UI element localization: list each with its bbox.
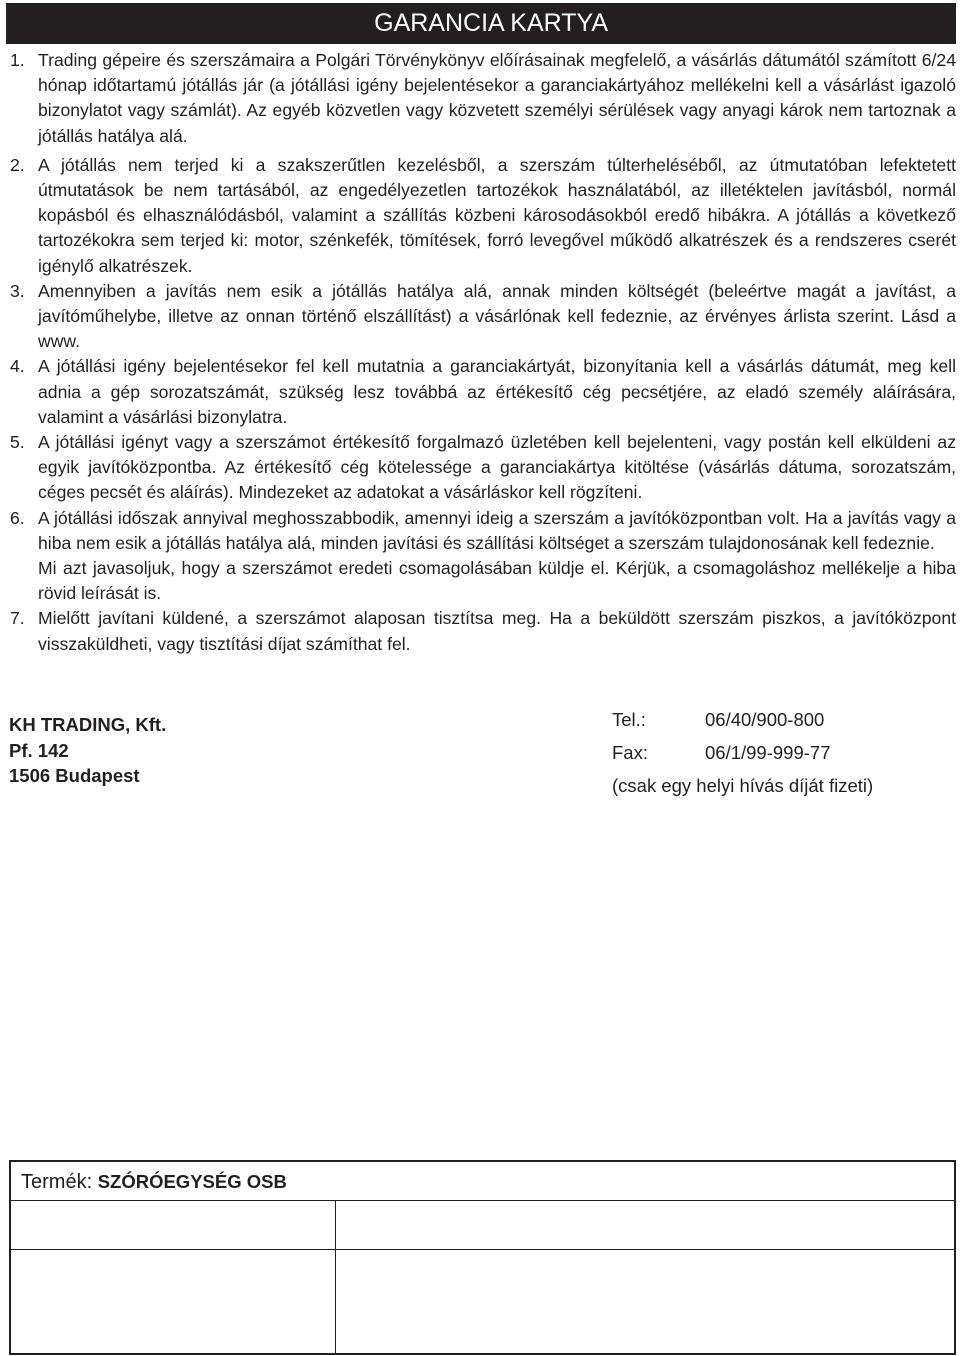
company-name: KH TRADING, Kft. — [9, 714, 167, 735]
warranty-term — [10, 153, 956, 279]
tel-label: Tel.: — [612, 709, 646, 730]
term-number: 2. — [10, 154, 25, 175]
form-divider — [11, 1249, 954, 1250]
term-number: 3. — [10, 280, 25, 301]
term-number: 4. — [10, 356, 25, 377]
term-text: Mielőtt javítani küldené, a szerszámot alaposan tisztítsa meg. Ha a beküldött szerszám piszkos, a javítóközpont visszaküldheti, vagy tisztítási díjat számíthat fel. — [38, 608, 956, 654]
term-text: Mi azt javasoljuk, hogy a szerszámot eredeti csomagolásában küldje el. Kérjük, a csomagoláshoz mellékelje a hiba rövid leírását is. — [38, 558, 956, 604]
term-number: 5. — [10, 432, 25, 453]
call-cost-note: (csak egy helyi hívás díját fizeti) — [612, 775, 874, 796]
warranty-term — [10, 354, 956, 430]
warranty-card-form — [9, 1160, 956, 1355]
term-number: 7. — [10, 608, 25, 629]
fax-number: 06/1/99-999-77 — [705, 742, 831, 763]
warranty-term — [10, 430, 956, 506]
term-text: A jótállási igény bejelentésekor fel kell mutatnia a garanciakártyát, bizonyítania kell a vásárlás dátumát, meg kell adnia a gép sorozatszámát, szükség lesz továbbá az értékesítő cég pecsétjére, az eladó személy aláírására, valamint a vásárlási bizonylatra. — [38, 356, 956, 427]
page-title-bar — [6, 3, 956, 44]
product-label: Termék: — [21, 1171, 93, 1193]
term-text: A jótállási igényt vagy a szerszámot értékesítő forgalmazó üzletében kell bejelenteni, vagy postán kell elküldeni az egyik javítóközpontba. Az értékesítő cég kötelessége a garanciakártya kitöltése (vásárlás dátuma, sorozatszám, céges pecsét és aláírás). Mindezeket az adatokat a vásárláskor kell rögzíteni. — [38, 432, 956, 503]
warranty-term — [10, 606, 956, 656]
term-text: A jótállás nem terjed ki a szakszerűtlen kezelésből, a szerszám túlterheléséből, az útmutatóban lefektetett útmutatások be nem tartásából, az engedélyezetlen tartozékok használatából, az illetéktelen javításból, normál kopásból és elhasználódásból, valamint a szállítás közbeni károsodásokból eredő hibákra. A jótállás a következő tartozékokra sem terjed ki: motor, szénkefék, tömítések, forró levegővel működő alkatrészek és a rendszeres cserét igénylő alkatrészek. — [38, 154, 956, 276]
warranty-term — [10, 506, 956, 607]
po-box: Pf. 142 — [9, 739, 69, 761]
product-line — [21, 1171, 287, 1194]
warranty-term — [10, 48, 956, 149]
form-column-divider — [335, 1200, 336, 1353]
product-name: SZÓRÓEGYSÉG OSB — [97, 1171, 287, 1192]
term-number: 1. — [10, 50, 25, 70]
postal-city: 1506 Budapest — [9, 765, 140, 786]
form-divider — [11, 1200, 954, 1201]
term-text: Amennyiben a javítás nem esik a jótállás hatálya alá, annak minden költségét (beleértve magát a javítást, a javítóműhelybe, illetve az onnan történő elszállítást) a vásárlónak kell fedeznie, az érvényes árlista szerint. Lásd a www. — [38, 280, 956, 352]
warranty-terms-list — [10, 48, 956, 657]
warranty-term — [10, 279, 956, 355]
term-number: 6. — [10, 507, 25, 528]
company-address — [9, 712, 166, 789]
contact-info — [612, 705, 873, 804]
term-text: A jótállási időszak annyival meghosszabbodik, amennyi ideig a szerszám a javítóközpontban volt. Ha a javítás vagy a hiba nem esik a jótállás hatálya alá, minden javítási és szállítási költséget a szerszám tulajdonosának kell fedeznie. — [38, 507, 956, 553]
tel-number: 06/40/900-800 — [705, 709, 825, 730]
fax-label: Fax: — [612, 742, 648, 763]
page-title: GARANCIA KARTYA — [374, 9, 608, 37]
term-text: Trading gépeire és szerszámaira a Polgári Törvénykönyv előírásainak megfelelő, a vásárlás dátumától számított 6/24 hónap időtartamú jótállás jár (a jótállási igény bejelentésekor a garanciakártyához mellékelni kell a vásárlást igazoló bizonylatot vagy számlát). Az egyéb közvetlen vagy közvetett személyi sérülések vagy anyagi károk nem tartoznak a jótállás hatálya alá. — [38, 50, 956, 146]
